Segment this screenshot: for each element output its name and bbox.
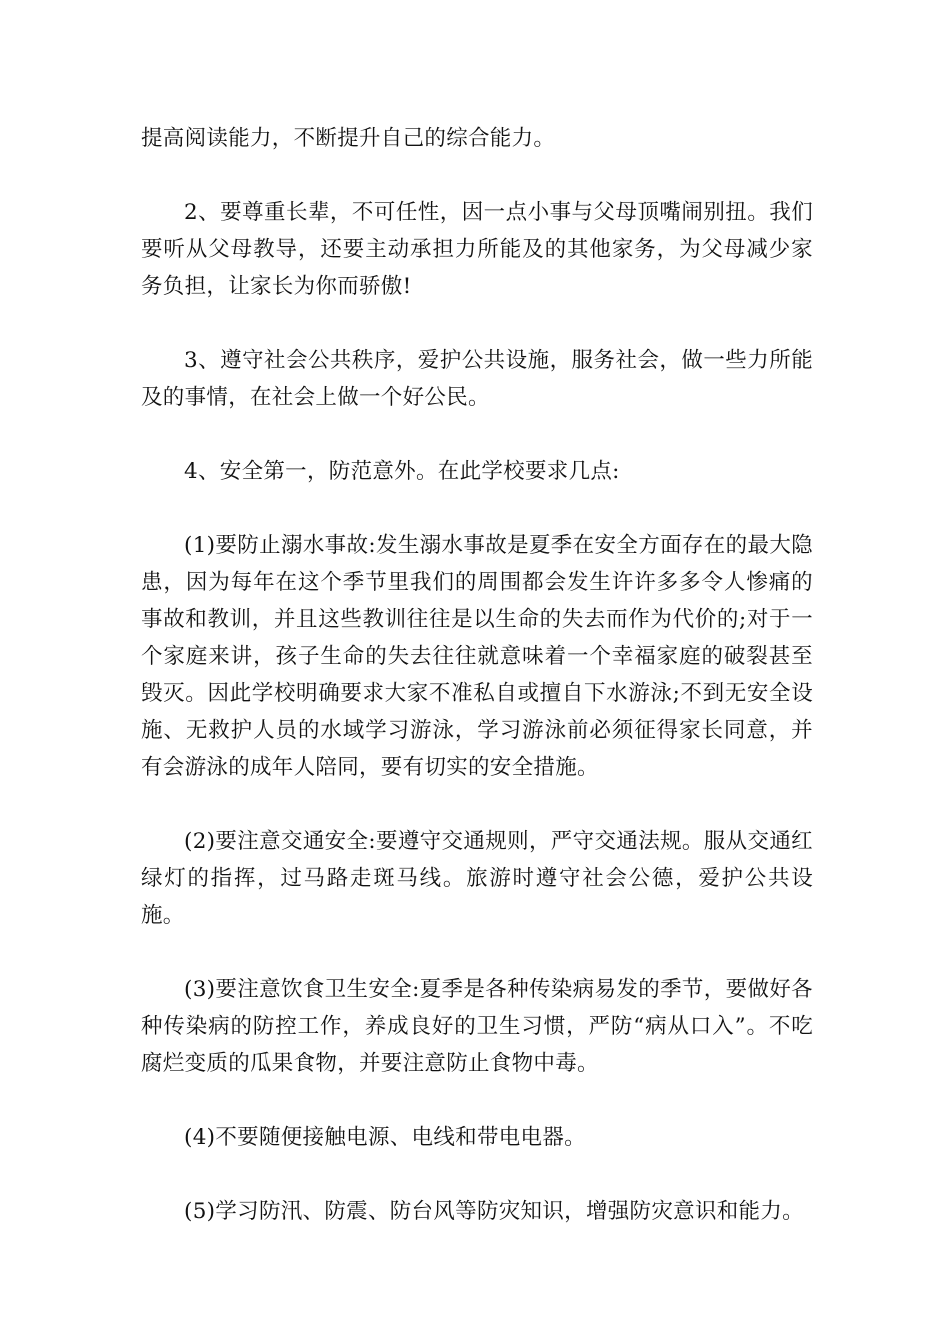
paragraph-item-2: 2、要尊重长辈，不可任性，因一点小事与父母顶嘴闹别扭。我们要听从父母教导，还要主动承担力所能及的其他家务，为父母减少家务负担，让家长为你而骄傲! (141, 200, 813, 299)
paragraph-subitem-4: (4)不要随便接触电源、电线和带电电器。 (184, 1125, 586, 1150)
paragraph-item-4: 4、安全第一，防范意外。在此学校要求几点: (184, 459, 620, 484)
paragraph-subitem-1: (1)要防止溺水事故:发生溺水事故是夏季在安全方面存在的最大隐患，因为每年在这个季节里我们的周围都会发生许许多多令人惨痛的事故和教训，并且这些教训往往是以生命的失去而作为代价的;对于一个家庭来讲，孩子生命的失去往往就意味着一个幸福家庭的破裂甚至毁灭。因此学校明确要求大家不准私自或擅自下水游泳;不到无安全设施、无救护人员的水域学习游泳，学习游泳前必须征得家长同意，并有会游泳的成年人陪同，要有切实的安全措施。 (141, 533, 813, 780)
paragraph-item-3: 3、遵守社会公共秩序，爱护公共设施，服务社会，做一些力所能及的事情，在社会上做一个好公民。 (141, 348, 813, 410)
paragraph-continuation: 提高阅读能力，不断提升自己的综合能力。 (141, 126, 556, 151)
paragraph-subitem-5: (5)学习防汛、防震、防台风等防灾知识，增强防灾意识和能力。 (184, 1199, 804, 1224)
paragraph-subitem-3: (3)要注意饮食卫生安全:夏季是各种传染病易发的季节，要做好各种传染病的防控工作，养成良好的卫生习惯，严防“病从口入”。不吃腐烂变质的瓜果食物，并要注意防止食物中毒。 (141, 977, 813, 1076)
paragraph-subitem-2: (2)要注意交通安全:要遵守交通规则，严守交通法规。服从交通红绿灯的指挥，过马路走斑马线。旅游时遵守社会公德，爱护公共设施。 (141, 829, 813, 928)
document-page (141, 120, 813, 1230)
